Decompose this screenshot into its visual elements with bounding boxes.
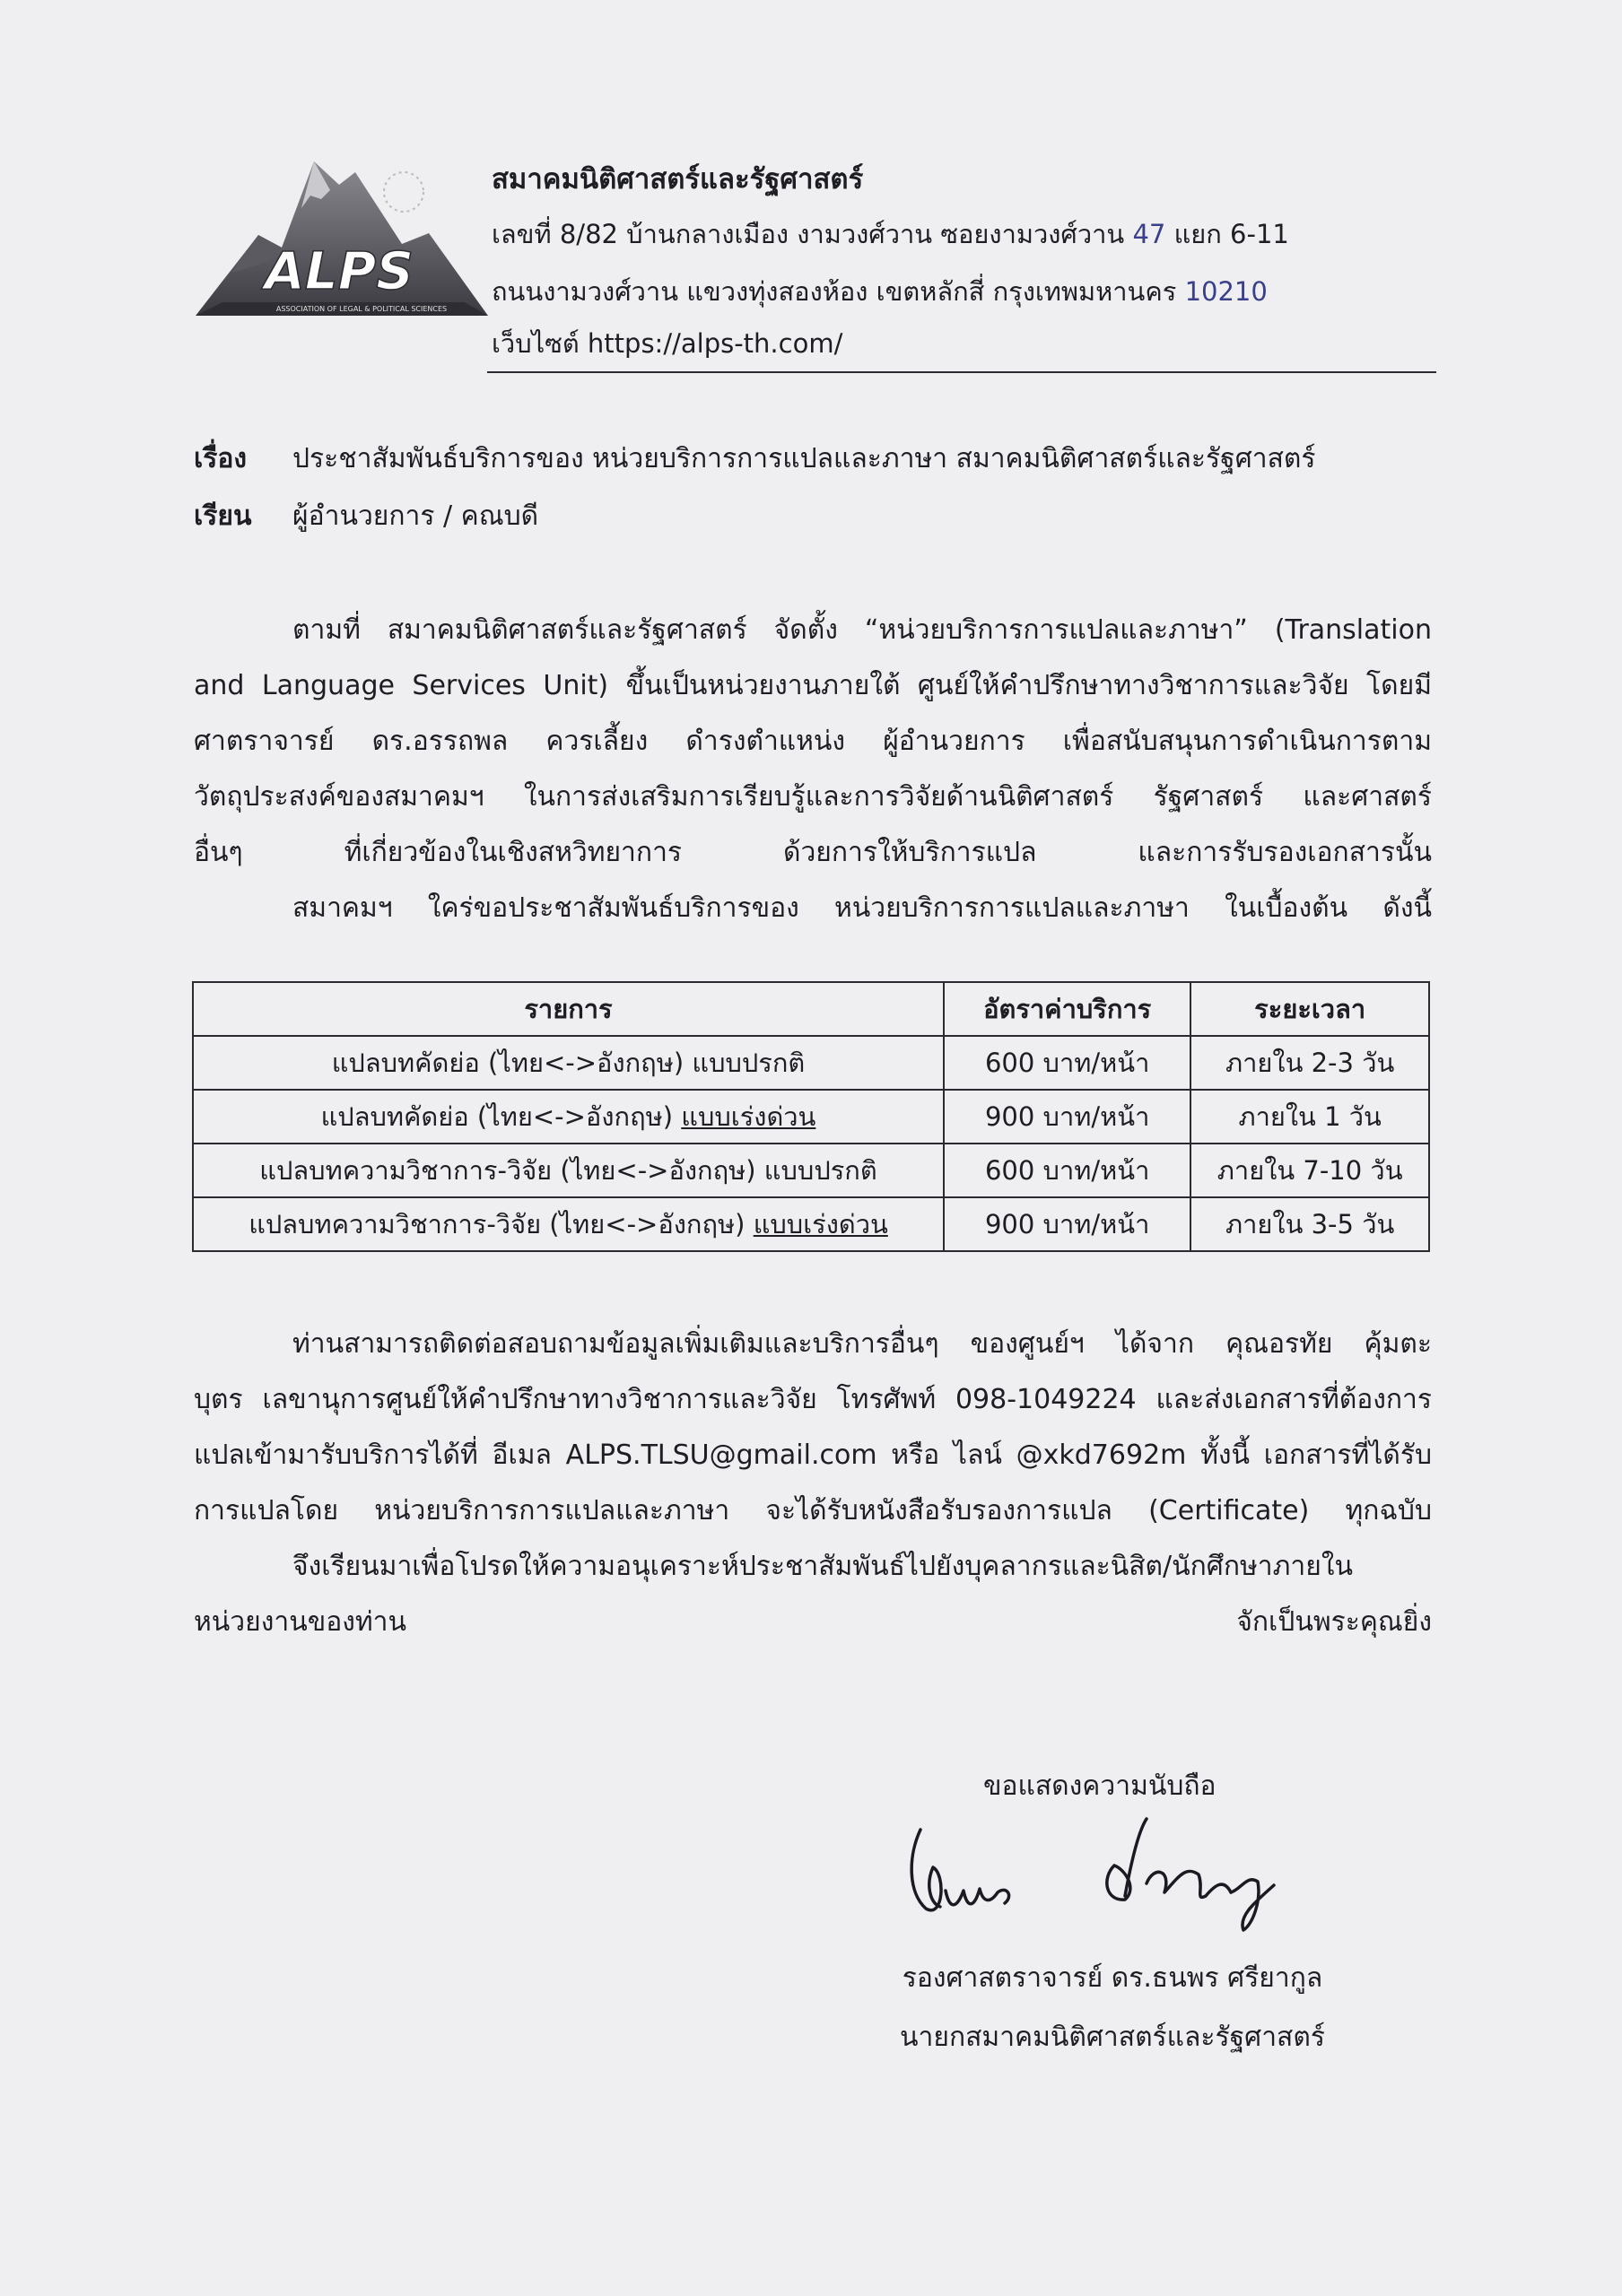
row-item-urgent: แบบเร่งด่วน — [681, 1101, 816, 1132]
table-row — [193, 1144, 1429, 1197]
paragraph-line: สมาคมฯ ใคร่ขอประชาสัมพันธ์บริการของ หน่วยบริการการแปลและภาษา ในเบื้องต้น ดังนี้ — [292, 892, 1432, 924]
row-duration: ภายใน 2-3 วัน — [1190, 1036, 1429, 1090]
row-duration: ภายใน 3-5 วัน — [1190, 1197, 1429, 1251]
table-header-row — [193, 982, 1429, 1036]
address-line1-number: 47 — [1132, 219, 1166, 249]
subject-label: เรื่อง — [194, 443, 248, 474]
paragraph-line: and Language Services Unit) ขึ้นเป็นหน่วยงานภายใต้ ศูนย์ให้คำปรึกษาทางวิชาการและวิจัย โดยมี — [194, 670, 1432, 701]
paragraph-intro — [194, 603, 1432, 936]
signature — [890, 1803, 1312, 1937]
closing-salutation: ขอแสดงความนับถือ — [983, 1770, 1216, 1802]
paragraph-line: บุตร เลขานุการศูนย์ให้คำปรึกษาทางวิชาการและวิจัย โทรศัพท์ 098-1049224 และส่งเอกสารที่ต้องการ — [194, 1384, 1432, 1415]
paragraph-line: วัตถุประสงค์ของสมาคมฯ ในการส่งเสริมการเรียบรู้และการวิจัยด้านนิติศาสตร์ รัฐศาสตร์ และศาสตร์ — [194, 781, 1432, 813]
alps-logo — [196, 154, 488, 334]
row-rate: 900 บาท/หน้า — [944, 1090, 1190, 1144]
row-item-main: แปลบทความวิชาการ-วิจัย (ไทย<->อังกฤษ) — [249, 1209, 746, 1239]
row-item-main: แปลบทคัดย่อ (ไทย<->อังกฤษ) — [320, 1101, 674, 1132]
paragraph-line: ตามที่ สมาคมนิติศาสตร์และรัฐศาสตร์ จัดตั้ง “หน่วยบริการการแปลและภาษา” (Translation — [292, 614, 1432, 646]
paragraph-line: ศาตราจารย์ ดร.อรรถพล ควรเลี้ยง ดำรงตำแหน่ง ผู้อำนวยการ เพื่อสนับสนุนการดำเนินการตาม — [194, 726, 1432, 757]
address-line1-soi: แยก 6-11 — [1173, 219, 1289, 249]
paragraph-line: อื่นๆ ที่เกี่ยวข้องในเชิงสหวิทยาการ ด้วยการให้บริการแปล และการรับรองเอกสารนั้น — [194, 837, 1432, 868]
address-line1-main: เลขที่ 8/82 บ้านกลางเมือง งามวงศ์วาน ซอยงามวงศ์วาน — [492, 219, 1125, 249]
row-rate: 900 บาท/หน้า — [944, 1197, 1190, 1251]
row-duration: ภายใน 7-10 วัน — [1190, 1144, 1429, 1197]
row-item — [193, 1090, 944, 1144]
header-duration: ระยะเวลา — [1190, 982, 1429, 1036]
table-row — [193, 1036, 1429, 1090]
signer-name: รองศาสตราจารย์ ดร.ธนพร ศรียากูล — [902, 1962, 1323, 1994]
paragraph-line: จึงเรียนมาเพื่อโปรดให้ความอนุเคราะห์ประชาสัมพันธ์ไปยังบุคลากรและนิสิต/นักศึกษาภายใน — [292, 1551, 1353, 1582]
paragraph-line: แปลเข้ามารับบริการได้ที่ อีเมล ALPS.TLSU@gmail.com หรือ ไลน์ @xkd7692m ทั้งนี้ เอกสารที่ได้รับ — [194, 1439, 1432, 1471]
row-item — [193, 1197, 944, 1251]
signature-text: ธนพร ศรียา — [890, 1803, 895, 1804]
signer-title: นายกสมาคมนิติศาสตร์และรัฐศาสตร์ — [900, 2022, 1325, 2053]
row-duration: ภายใน 1 วัน — [1190, 1090, 1429, 1144]
recipient-text: ผู้อำนวยการ / คณบดี — [292, 500, 539, 532]
row-rate: 600 บาท/หน้า — [944, 1144, 1190, 1197]
org-address-line2 — [492, 271, 1268, 312]
header-divider — [487, 371, 1436, 373]
row-item-urgent: แบบเร่งด่วน — [753, 1209, 888, 1239]
logo-tagline: ASSOCIATION OF LEGAL & POLITICAL SCIENCES — [275, 305, 448, 313]
header-rate: อัตราค่าบริการ — [944, 982, 1190, 1036]
paragraph-line: ท่านสามารถติดต่อสอบถามข้อมูลเพิ่มเติมและบริการอื่นๆ ของศูนย์ฯ ได้จาก คุณอรทัย คุ้มตะ — [292, 1328, 1432, 1360]
header-item: รายการ — [193, 982, 944, 1036]
paragraph-line: การแปลโดย หน่วยบริการการแปลและภาษา จะได้รับหนังสือรับรองการแปล (Certificate) ทุกฉบับ — [194, 1495, 1432, 1526]
org-website: เว็บไซต์ https://alps-th.com/ — [492, 328, 843, 359]
paragraph-line: หน่วยงานของท่าน จักเป็นพระคุณยิ่ง — [194, 1606, 1432, 1638]
org-address-line1 — [492, 213, 1289, 255]
service-rates-table — [192, 981, 1430, 1252]
logo-text: ALPS — [264, 240, 414, 301]
paragraph-contact — [194, 1317, 1432, 1650]
row-rate: 600 บาท/หน้า — [944, 1036, 1190, 1090]
address-line2-main: ถนนงามวงศ์วาน แขวงทุ่งสองห้อง เขตหลักสี่ กรุงเทพมหานคร — [492, 276, 1177, 307]
row-item: แปลบทคัดย่อ (ไทย<->อังกฤษ) แบบปรกติ — [193, 1036, 944, 1090]
row-item: แปลบทความวิชาการ-วิจัย (ไทย<->อังกฤษ) แบบปรกติ — [193, 1144, 944, 1197]
table-row — [193, 1197, 1429, 1251]
recipient-label: เรียน — [194, 500, 252, 532]
table-row — [193, 1090, 1429, 1144]
org-name: สมาคมนิติศาสตร์และรัฐศาสตร์ — [492, 163, 864, 196]
subject-text: ประชาสัมพันธ์บริการของ หน่วยบริการการแปลและภาษา สมาคมนิติศาสตร์และรัฐศาสตร์ — [292, 443, 1316, 474]
address-line2-zip: 10210 — [1184, 276, 1268, 307]
